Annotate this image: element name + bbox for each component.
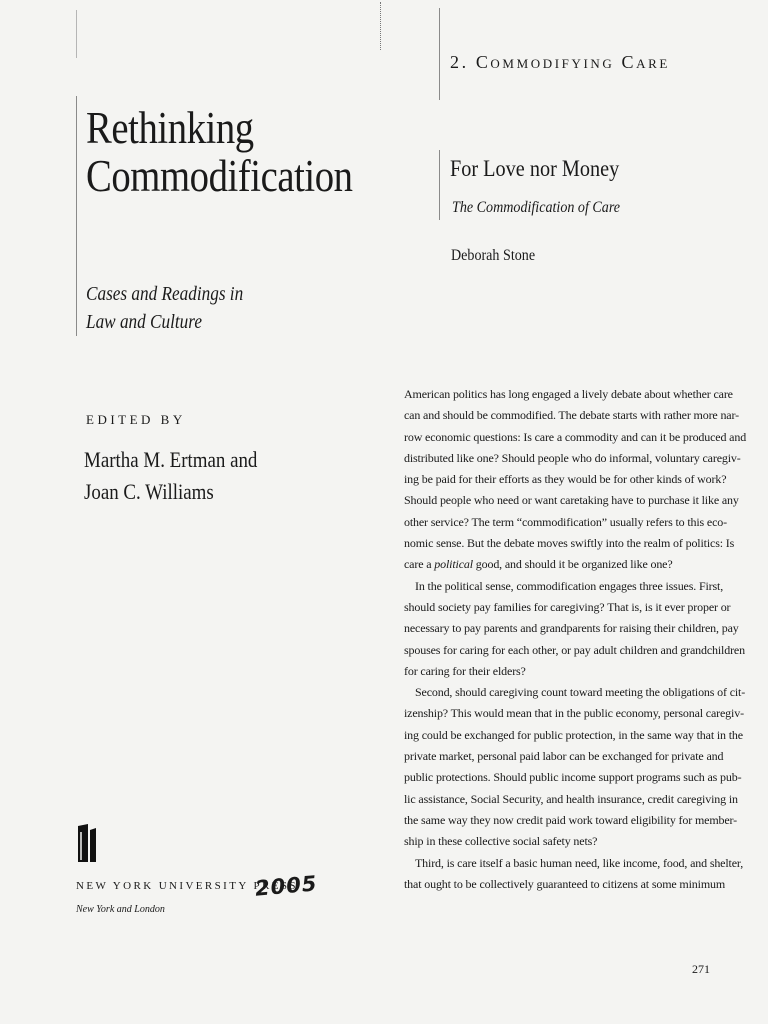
body-line: American politics has long engaged a lively debate about whether care bbox=[404, 387, 733, 401]
body-line: lic assistance, Social Security, and health insurance, credit caregiving in bbox=[404, 791, 738, 806]
body-line: for caring for their elders? bbox=[404, 663, 526, 678]
nyu-press-logo-icon bbox=[76, 822, 98, 864]
body-line: should society pay families for caregiving? That is, is it ever proper or bbox=[404, 599, 731, 614]
edited-by-label: EDITED BY bbox=[86, 412, 186, 427]
margin-rule bbox=[76, 10, 77, 58]
body-line: ing could be exchanged for public protection, in the same way that in the bbox=[404, 727, 743, 742]
body-line: ship in these collective social safety nets? bbox=[404, 834, 598, 849]
body-line: private market, personal paid labor can be exchanged for private and bbox=[404, 749, 724, 764]
scan-speck bbox=[380, 2, 384, 50]
body-line: In the political sense, commodification engages three issues. First, bbox=[415, 578, 724, 593]
chapter-title: For Love nor Money bbox=[450, 156, 620, 181]
press-place: New York and London bbox=[76, 904, 165, 915]
press-name: NEW YORK UNIVERSITY PRESS bbox=[76, 880, 298, 892]
chapter-word: COMMODIFYING bbox=[475, 52, 615, 72]
editor-line: Martha M. Ertman and bbox=[84, 447, 258, 472]
chapter-body-text bbox=[404, 384, 747, 895]
chapter-word: CARE bbox=[621, 52, 670, 72]
body-line: can and should be commodified. The debate starts with rather more nar- bbox=[404, 408, 739, 423]
margin-rule bbox=[439, 150, 440, 220]
body-line: public protections. Should public income support programs such as pub- bbox=[404, 770, 742, 785]
body-line: Third, is care itself a basic human need, like income, food, and shelter, bbox=[415, 855, 744, 870]
editors bbox=[84, 444, 257, 508]
book-title-line: Rethinking bbox=[86, 103, 254, 153]
book-subtitle-line: Law and Culture bbox=[86, 311, 202, 333]
body-line: the same way they now credit paid work toward eligibility for member- bbox=[404, 812, 737, 827]
body-line: Second, should caregiving count toward meeting the obligations of cit- bbox=[415, 685, 746, 700]
body-line: Should people who need or want caretaking have to purchase it like any bbox=[404, 493, 739, 508]
book-title bbox=[86, 104, 378, 200]
book-subtitle-line: Cases and Readings in bbox=[86, 283, 244, 305]
body-line: distributed like one? Should people who do informal, voluntary caregiv- bbox=[404, 450, 741, 465]
margin-rule bbox=[76, 96, 77, 336]
chapter-number: 2. bbox=[450, 52, 469, 72]
body-line: care a political good, and should it be organized like one? bbox=[404, 557, 673, 572]
book-subtitle bbox=[86, 280, 310, 336]
page-number: 271 bbox=[692, 962, 710, 976]
chapter-author: Deborah Stone bbox=[451, 247, 536, 264]
body-line: other service? The term “commodification” usually refers to this eco- bbox=[404, 514, 727, 529]
chapter-subtitle: The Commodification of Care bbox=[452, 199, 621, 216]
handwritten-year: 2005 bbox=[254, 871, 319, 901]
body-line: necessary to pay parents and grandparents for raising their children, pay bbox=[404, 621, 739, 636]
book-title-line: Commodification bbox=[86, 151, 353, 201]
body-line: row economic questions: Is care a commodity and can it be produced and bbox=[404, 429, 747, 444]
body-line: nomic sense. But the debate moves swiftly into the realm of politics: Is bbox=[404, 536, 735, 551]
chapter-label bbox=[450, 52, 670, 73]
body-line: that ought to be collectively guaranteed to citizens at some minimum bbox=[404, 876, 726, 891]
body-line: ing be paid for their efforts as they would be for other kinds of work? bbox=[404, 472, 727, 487]
editor-line: Joan C. Williams bbox=[84, 479, 214, 504]
margin-rule bbox=[439, 8, 440, 100]
body-line: spouses for caring for each other, or pay adult children and grandchildren bbox=[404, 642, 745, 657]
body-line: izenship? This would mean that in the public economy, personal caregiv- bbox=[404, 706, 744, 721]
